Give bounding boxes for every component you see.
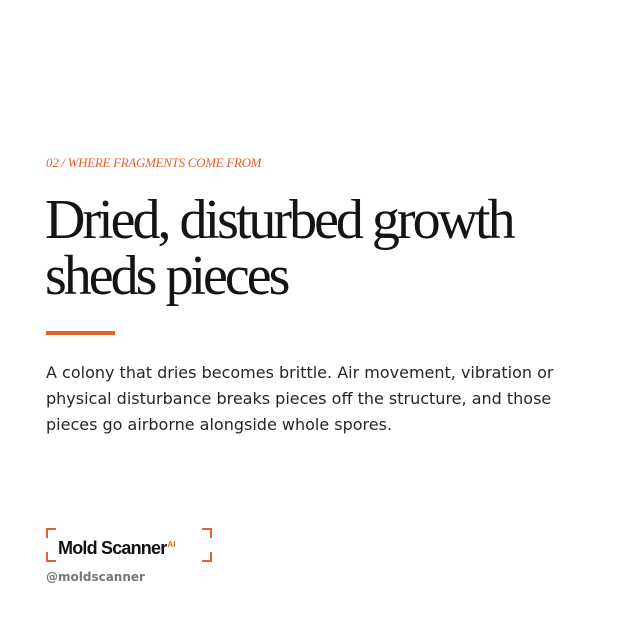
brand-name-text: Mold Scanner [58,538,167,558]
logo-corner-top-left [46,528,56,538]
brand-suffix: AI [167,540,176,549]
logo-corner-bottom-left [46,552,56,562]
accent-divider [46,331,115,335]
section-eyebrow: 02 / WHERE FRAGMENTS COME FROM [46,155,262,170]
brand-name [58,535,175,558]
headline: Dried, disturbed growth sheds pieces [45,189,513,307]
logo-corner-top-right [202,528,212,538]
body-paragraph: A colony that dries becomes brittle. Air movement, vibration or physical disturbance breaks pieces off the structure, and those pieces go airborne alongside whole spores. [46,363,554,434]
brand-logo [46,528,212,562]
social-handle: @moldscanner [46,570,145,584]
logo-corner-bottom-right [202,552,212,562]
